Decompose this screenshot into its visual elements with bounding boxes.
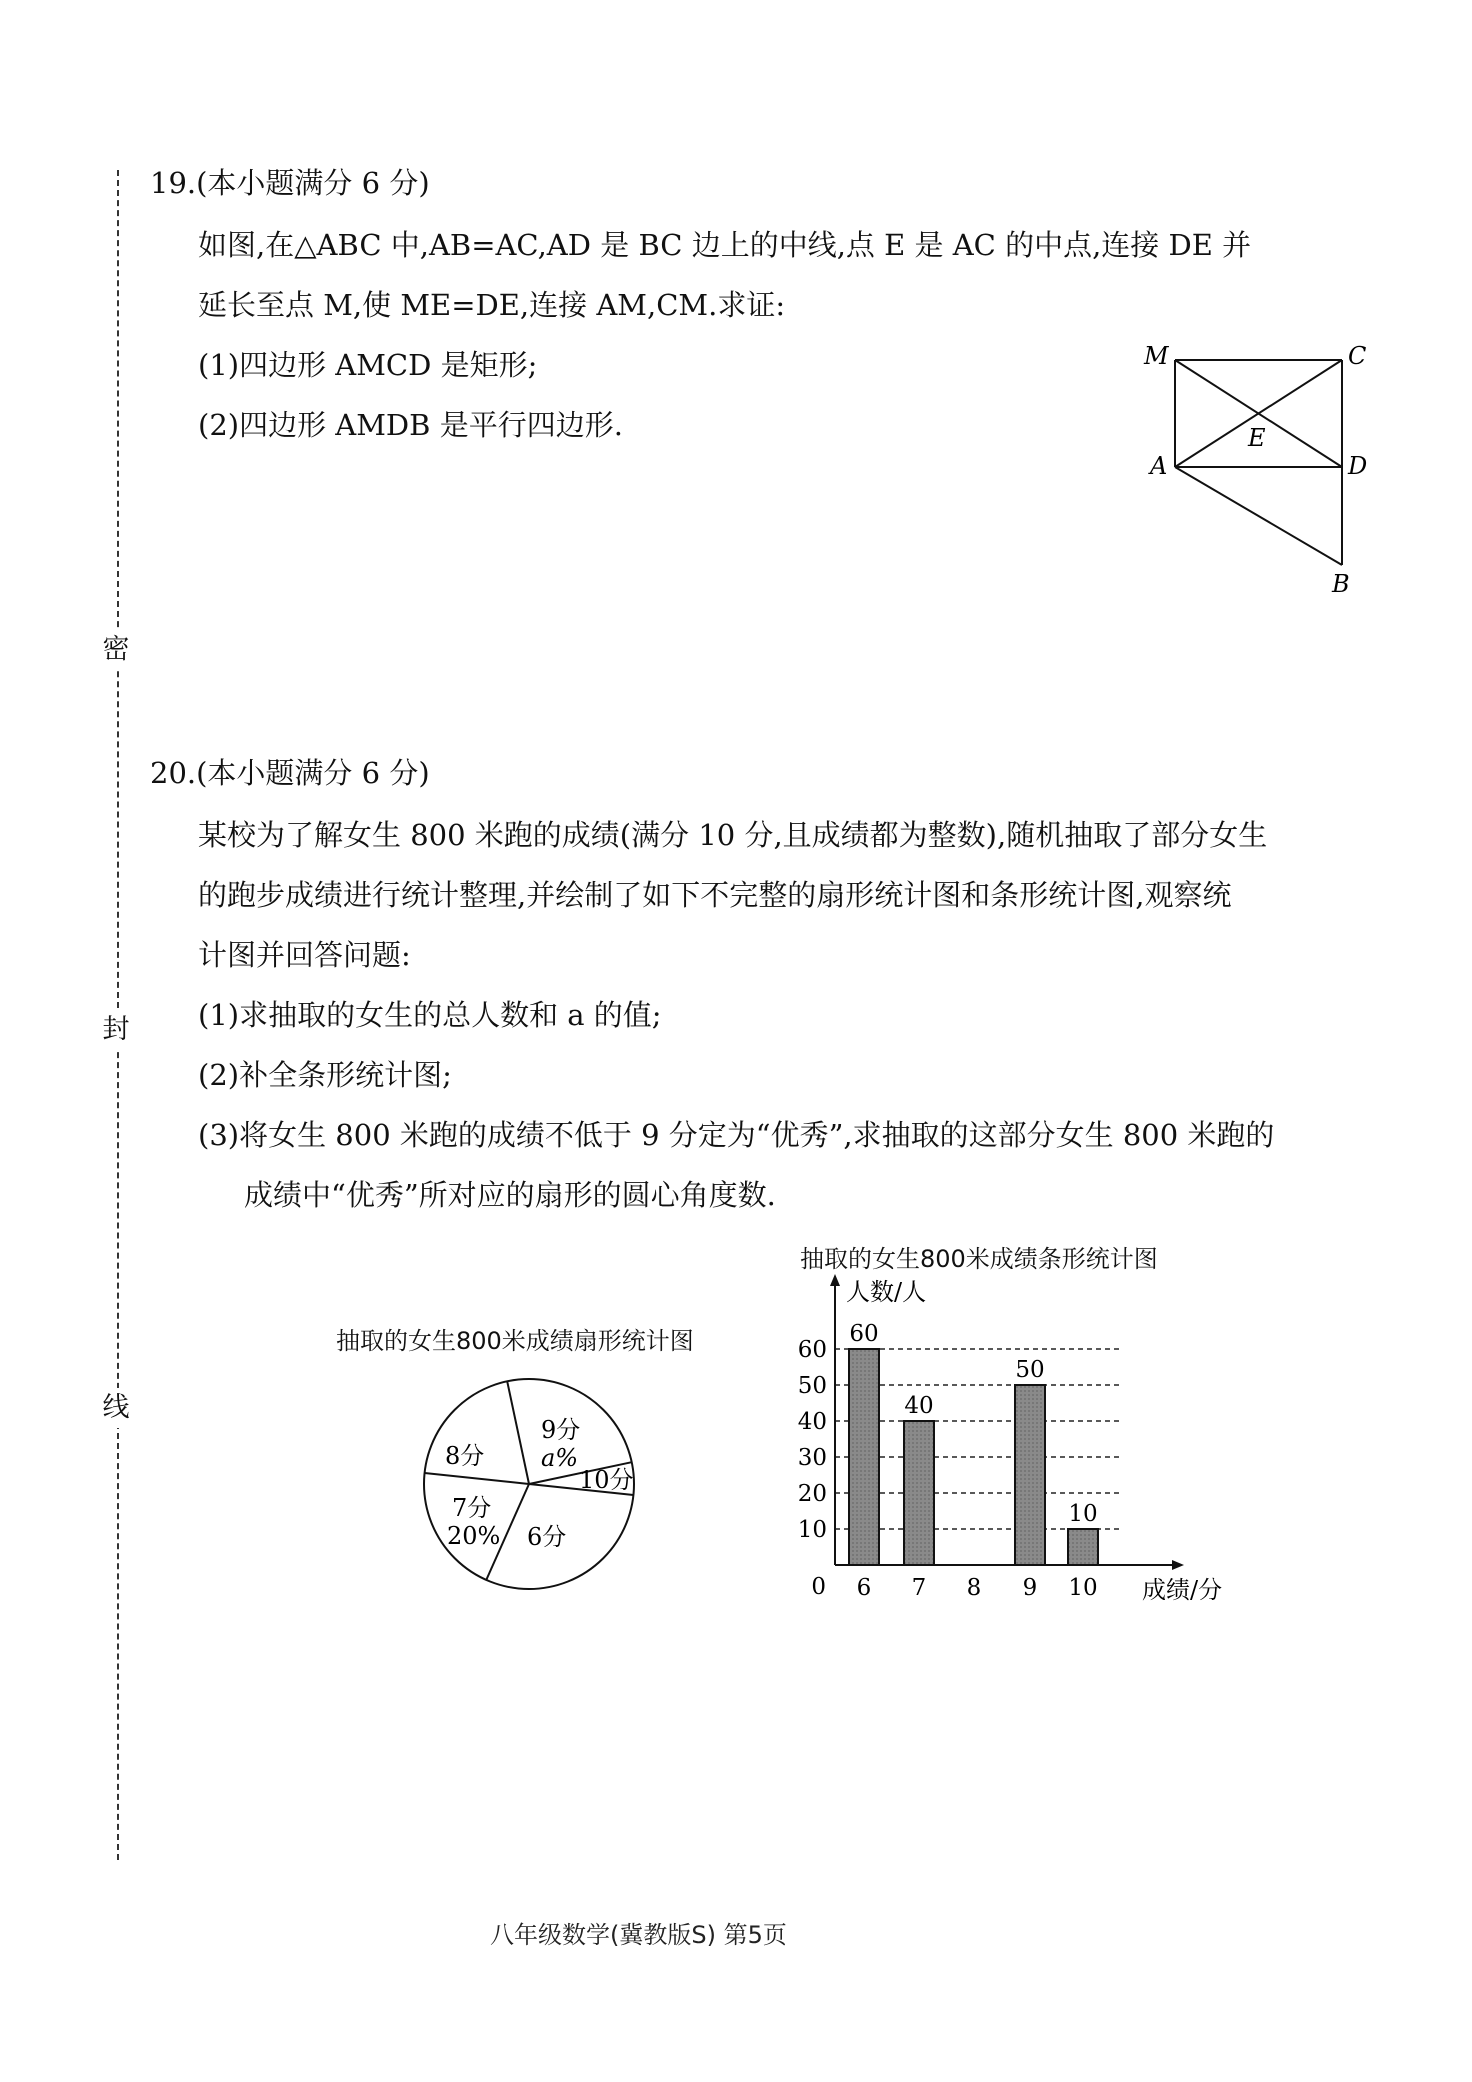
bar-value-6: 60 xyxy=(849,1321,879,1347)
label-M: M xyxy=(1144,342,1169,370)
q19-part2: (2)四边形 AMDB 是平行四边形. xyxy=(198,408,623,442)
bar-chart xyxy=(780,1270,1280,1615)
pie-slice-9-label: a% xyxy=(541,1444,579,1472)
y-tick-40: 40 xyxy=(797,1409,827,1435)
label-C: C xyxy=(1348,342,1367,370)
q20-part3a: (3)将女生 800 米跑的成绩不低于 9 分定为“优秀”,求抽取的这部分女生 800 米跑的 xyxy=(198,1118,1275,1152)
bar-9 xyxy=(1015,1385,1045,1565)
y-tick-10: 10 xyxy=(797,1517,827,1543)
pie-radius-8-9 xyxy=(507,1381,529,1484)
bar-value-10: 10 xyxy=(1068,1501,1098,1527)
q20-line2: 的跑步成绩进行统计整理,并绘制了如下不完整的扇形统计图和条形统计图,观察统 xyxy=(198,878,1232,912)
bar-value-9: 50 xyxy=(1015,1357,1045,1383)
pie-slice-7-category: 7分 xyxy=(452,1494,492,1522)
q19-part1: (1)四边形 AMCD 是矩形; xyxy=(198,348,538,382)
x-tick-6: 6 xyxy=(856,1575,872,1601)
page-footer: 八年级数学(冀教版S) 第5页 xyxy=(490,1921,787,1949)
y-tick-30: 30 xyxy=(797,1445,827,1471)
bar-value-7: 40 xyxy=(904,1393,934,1419)
q19-heading: 19.(本小题满分 6 分) xyxy=(150,166,430,200)
y-tick-60: 60 xyxy=(797,1337,827,1363)
pie-slice-6-category: 6分 xyxy=(527,1523,567,1551)
q20-line1: 某校为了解女生 800 米跑的成绩(满分 10 分,且成绩都为整数),随机抽取了部分女生 xyxy=(198,818,1268,852)
x-axis-label: 成绩/分 xyxy=(1142,1576,1223,1604)
q19-line2: 延长至点 M,使 ME=DE,连接 AM,CM.求证: xyxy=(198,288,786,322)
binding-char-xian: 线 xyxy=(96,1388,136,1428)
y-tick-20: 20 xyxy=(797,1481,827,1507)
binding-char-feng: 封 xyxy=(96,1010,136,1050)
pie-radius-7-8 xyxy=(425,1473,529,1484)
q20-part1: (1)求抽取的女生的总人数和 a 的值; xyxy=(198,998,662,1032)
q20-part3b: 成绩中“优秀”所对应的扇形的圆心角度数. xyxy=(244,1178,776,1212)
q20-heading: 20.(本小题满分 6 分) xyxy=(150,756,430,790)
x-tick-9: 9 xyxy=(1022,1575,1038,1601)
q20-line3: 计图并回答问题: xyxy=(198,938,411,972)
bar-chart-title: 抽取的女生800米成绩条形统计图 xyxy=(800,1245,1158,1273)
pie-chart xyxy=(415,1370,645,1600)
bar-10 xyxy=(1068,1529,1098,1565)
pie-slice-8-category: 8分 xyxy=(445,1442,485,1470)
q20-part2: (2)补全条形统计图; xyxy=(198,1058,452,1092)
x-tick-10: 10 xyxy=(1068,1575,1098,1601)
pie-slice-9-category: 9分 xyxy=(541,1416,581,1444)
bar-7 xyxy=(904,1421,934,1565)
pie-slice-7-label: 20% xyxy=(447,1522,501,1550)
binding-char-mi: 密 xyxy=(96,630,136,670)
pie-chart-title: 抽取的女生800米成绩扇形统计图 xyxy=(336,1327,694,1355)
x-tick-8: 8 xyxy=(966,1575,982,1601)
y-tick-labels xyxy=(798,1337,827,1543)
label-E: E xyxy=(1248,424,1266,452)
pie-slice-10-category: 10分 xyxy=(579,1466,634,1494)
origin-label: 0 xyxy=(811,1574,826,1600)
label-B: B xyxy=(1332,570,1350,598)
y-tick-50: 50 xyxy=(797,1373,827,1399)
x-tick-7: 7 xyxy=(911,1575,927,1601)
segment-AB xyxy=(1175,467,1342,565)
bar-6 xyxy=(849,1349,879,1565)
label-D: D xyxy=(1348,452,1368,480)
q19-geometry-figure xyxy=(1130,340,1380,610)
x-tick-labels xyxy=(857,1575,1098,1601)
label-A: A xyxy=(1150,452,1168,480)
y-axis-arrow xyxy=(830,1274,840,1286)
y-axis-label: 人数/人 xyxy=(846,1278,927,1306)
q19-line1: 如图,在△ABC 中,AB=AC,AD 是 BC 边上的中线,点 E 是 AC 的中点,连接 DE 并 xyxy=(198,228,1252,262)
x-axis-arrow xyxy=(1172,1560,1184,1570)
